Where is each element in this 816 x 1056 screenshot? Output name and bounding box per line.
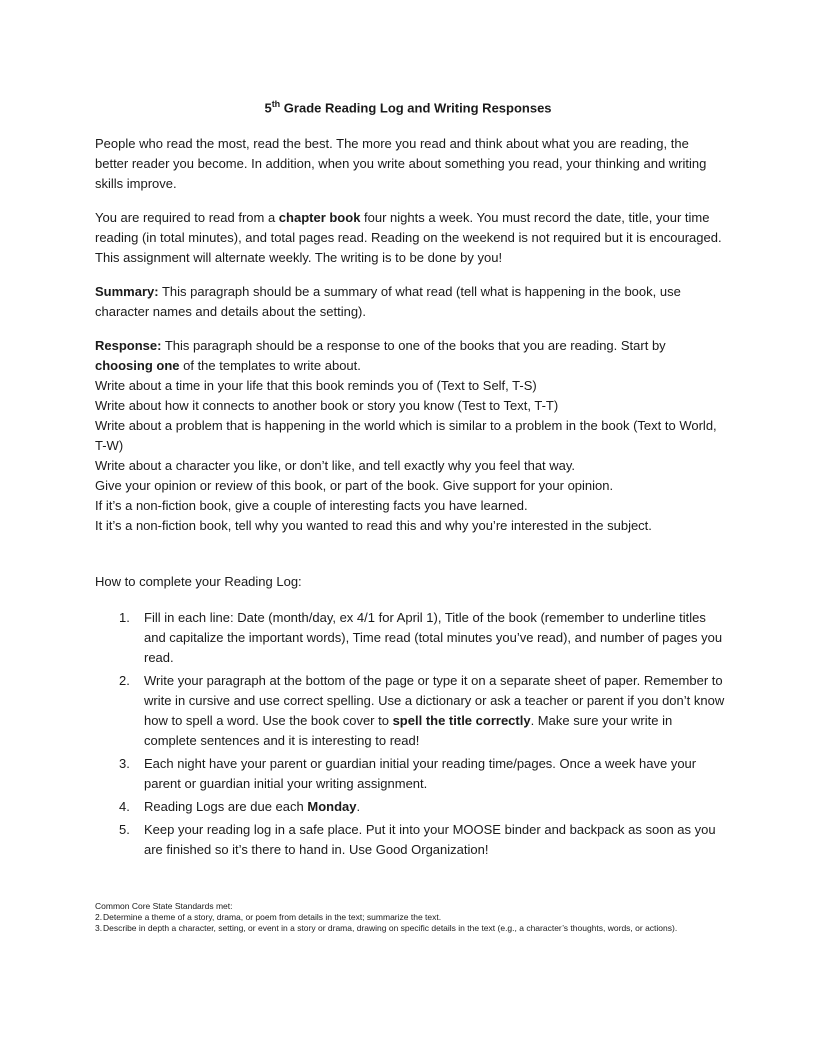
response-option: If it’s a non-fiction book, give a couple of interesting facts you have learned.: [95, 498, 528, 513]
step-item: [95, 797, 725, 817]
standard-text: Determine a theme of a story, drama, or poem from details in the text; summarize the text.: [103, 912, 442, 922]
response-option: Write about a problem that is happening in the world which is similar to a problem in the book (Text to World, T-W): [95, 418, 717, 453]
step-item: [95, 671, 725, 751]
standard-number: 2.: [95, 912, 103, 922]
step-text: Fill in each line: Date (month/day, ex 4/1 for April 1), Title of the book (remember to underline titles and capitalize the important words), Time read (total minutes you’ve read), and number of pages you read.: [144, 610, 723, 665]
summary-paragraph: [95, 282, 725, 322]
title-superscript: th: [271, 99, 281, 109]
intro-paragraph-2: [95, 208, 725, 268]
step-text: Each night have your parent or guardian initial your reading time/pages. Once a week have your parent or guardian initial your writing assignment.: [144, 756, 697, 791]
response-option: Write about a time in your life that this book reminds you of (Text to Self, T-S): [95, 378, 537, 393]
step-number: 5.: [119, 822, 130, 837]
step-number: 2.: [119, 673, 130, 688]
response-section: [95, 336, 725, 536]
title-text: Grade Reading Log and Writing Responses: [280, 100, 552, 116]
standard-text: Describe in depth a character, setting, or event in a story or drama, drawing on specific details in the text (e.g., a character’s thoughts, words, or actions).: [103, 923, 678, 933]
page-title: [0, 99, 816, 115]
step-text-b: . Make sure your write in complete sentences and it is interesting to read!: [144, 713, 673, 748]
step-item: [95, 820, 725, 860]
intro-p2-text-b: four nights a week. You must record the date, title, your time reading (in total minutes), and total pages read. Reading on the weekend is not required but it is encouraged. This assignment will alternate weekly. The writing is to be done by you!: [95, 210, 722, 265]
response-option: Write about a character you like, or don’t like, and tell exactly why you feel that way.: [95, 458, 576, 473]
step-number: 4.: [119, 799, 130, 814]
response-option: Give your opinion or review of this book, or part of the book. Give support for your opinion.: [95, 478, 614, 493]
step-text: Write your paragraph at the bottom of the page or type it on a separate sheet of paper. Remember to write in cursive and use correct spelling. Use a dictionary or ask a teacher or parent if you don’t know how to spell a word. Use the book cover to: [144, 673, 725, 728]
response-label: Response:: [95, 338, 162, 353]
standard-number: 3.: [95, 923, 103, 933]
step-number: 3.: [119, 756, 130, 771]
standard-item: [95, 923, 735, 934]
steps-list: [95, 608, 725, 863]
intro-paragraph-1: People who read the most, read the best. The more you read and think about what you are reading, the better reader you become. In addition, when you write about something you read, your thinking and writing skills improve.: [95, 136, 707, 191]
intro-p2-text-a: You are required to read from a: [95, 210, 279, 225]
response-intro: [95, 336, 725, 376]
standards-heading: Common Core State Standards met:: [95, 901, 233, 911]
step-text: Reading Logs are due each: [144, 799, 308, 814]
step-number: 1.: [119, 610, 130, 625]
standard-item: [95, 912, 735, 923]
step-item: [95, 608, 725, 668]
title-grade-number: 5: [264, 100, 272, 116]
response-option: It it’s a non-fiction book, tell why you wanted to read this and why you’re interested in the subject.: [95, 518, 652, 533]
response-option: Write about how it connects to another book or story you know (Test to Text, T-T): [95, 398, 559, 413]
step-text: Keep your reading log in a safe place. Put it into your MOOSE binder and backpack as soon as you are finished so it’s there to hand in. Use Good Organization!: [144, 822, 716, 857]
response-text-b: of the templates to write about.: [179, 358, 361, 373]
step-item: [95, 754, 725, 794]
standards-footnote: [95, 901, 735, 934]
summary-label: Summary:: [95, 284, 159, 299]
response-bold: choosing one: [95, 358, 180, 373]
response-text-a: This paragraph should be a response to one of the books that you are reading. Start by: [161, 338, 666, 353]
step-bold: spell the title correctly: [392, 713, 531, 728]
step-text-b: .: [356, 799, 361, 814]
summary-text: This paragraph should be a summary of what read (tell what is happening in the book, use character names and details about the setting).: [95, 284, 681, 319]
how-to-heading: How to complete your Reading Log:: [95, 574, 302, 589]
step-bold: Monday: [307, 799, 357, 814]
intro-p2-bold: chapter book: [278, 210, 361, 225]
